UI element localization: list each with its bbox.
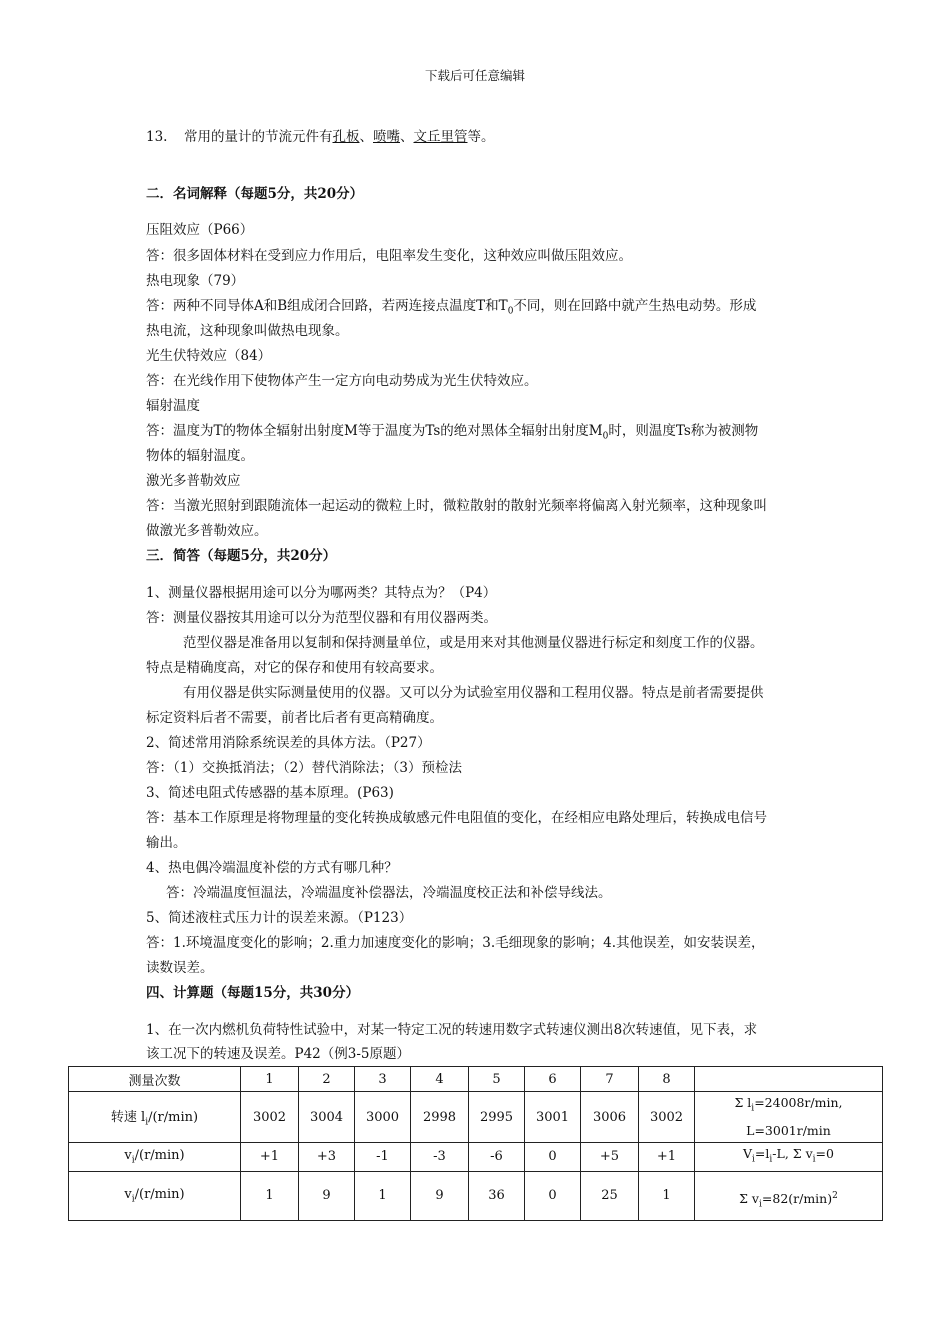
subscript: i [752, 1154, 755, 1165]
table-cell: 9 [411, 1171, 469, 1220]
answer-nozzle: 喷嘴 [373, 129, 400, 145]
table-cell: 6 [525, 1067, 581, 1092]
table-row [69, 1067, 883, 1092]
label-text: v [124, 1186, 132, 1202]
term-title: 辐射温度 [146, 398, 200, 414]
table-cell: +1 [639, 1143, 695, 1172]
answer-venturi: 文丘里管 [413, 129, 468, 145]
text-line: 答：1.环境温度变化的影响；2.重力加速度变化的影响；3.毛细现象的影响；4.其他误差，如安装误差， [146, 935, 765, 951]
term-answer: 答：在光线作用下使物体产生一定方向电动势成为光生伏特效应。 [146, 373, 538, 389]
subscript: i [131, 1155, 135, 1166]
sum-text: =l [754, 1146, 770, 1161]
term-answer: 做激光多普勒效应。 [146, 523, 268, 539]
text-line: 1、在一次内燃机负荷特性试验中，对某一特定工况的转速用数字式转速仪测出8次转速值，见下表，求 [146, 1022, 758, 1038]
term-title: 激光多普勒效应 [146, 473, 241, 489]
answer-orifice: 孔板 [332, 129, 360, 145]
text-line: 1、测量仪器根据用途可以分为哪两类？其特点为？（P4） [146, 585, 497, 601]
summary-cell [695, 1143, 883, 1172]
text-line: 2、简述常用消除系统误差的具体方法。（P27） [146, 735, 431, 751]
section-title-short-answer: 三．简答（每题5分，共20分） [146, 548, 337, 564]
text-line: 读数误差。 [146, 960, 214, 976]
subscript: i [131, 1194, 135, 1205]
table-cell: 0 [525, 1143, 581, 1172]
table-cell [695, 1067, 883, 1092]
table-cell: 7 [581, 1067, 639, 1092]
question-13 [146, 127, 495, 147]
subscript: i [812, 1154, 816, 1165]
sum-text: -L, Σ v [772, 1146, 813, 1161]
summary-cell [695, 1171, 883, 1220]
table-cell: 1 [639, 1171, 695, 1220]
row-header: 测量次数 [69, 1067, 241, 1092]
text-line: 答：测量仪器按其用途可以分为范型仪器和有用仪器两类。 [146, 610, 497, 626]
text-line: 有用仪器是供实际测量使用的仪器。又可以分为试验室用仪器和工程用仪器。特点是前者需要提供 [183, 685, 764, 701]
subscript: i [751, 1103, 755, 1114]
subscript: 0 [602, 431, 609, 442]
subscript: 0 [507, 306, 514, 317]
sum-text: =0 [815, 1146, 834, 1161]
question-suffix: 等。 [467, 129, 495, 145]
row-header [69, 1092, 241, 1143]
text-line: 答：（1）交换抵消法；（2）替代消除法；（3）预检法 [146, 760, 463, 776]
term-answer: 物体的辐射温度。 [146, 448, 254, 464]
table-cell: -3 [411, 1143, 469, 1172]
text-line: 该工况下的转速及误差。P42（例3-5原题） [146, 1046, 411, 1062]
text-line: 3、简述电阻式传感器的基本原理。(P63) [146, 785, 394, 801]
subscript: i [145, 1117, 149, 1128]
sum-line [695, 1092, 882, 1120]
separator: 、 [400, 129, 414, 145]
table-cell: 3006 [581, 1092, 639, 1143]
answer-text: 不同，则在回路中就产生热电动势。形成 [513, 298, 757, 314]
question-number: 13. [146, 129, 168, 145]
row-header [69, 1143, 241, 1172]
sum-text: V [743, 1146, 753, 1161]
text-line: 范型仪器是准备用以复制和保持测量单位，或是用来对其他测量仪器进行标定和刻度工作的仪器。 [183, 635, 764, 651]
sum-text: =24008r/min, [754, 1095, 843, 1111]
table-row [69, 1092, 883, 1143]
table-cell: 3 [355, 1067, 411, 1092]
table-cell: 5 [469, 1067, 525, 1092]
table-cell: 3002 [241, 1092, 299, 1143]
subscript: i [759, 1199, 762, 1210]
table-cell: 36 [469, 1171, 525, 1220]
text-line: 特点是精确度高，对它的保存和使用有较高要求。 [146, 660, 443, 676]
table-cell: 2 [299, 1067, 355, 1092]
label-text: /(r/min) [134, 1147, 185, 1163]
term-answer: 热电流，这种现象叫做热电现象。 [146, 323, 349, 339]
table-cell: 4 [411, 1067, 469, 1092]
text-line: 答：基本工作原理是将物理量的变化转换成敏感元件电阻值的变化，在经相应电路处理后，转换成电信号 [146, 810, 767, 826]
table-cell: 9 [299, 1171, 355, 1220]
answer-text: 答：两种不同导体A和B组成闭合回路，若两连接点温度T和T [146, 298, 508, 314]
section-title-definitions: 二．名词解释（每题5分，共20分） [146, 186, 364, 202]
table-cell: 1 [241, 1067, 299, 1092]
answer-text: 时，则温度Ts称为被测物 [608, 423, 759, 439]
table-cell: +3 [299, 1143, 355, 1172]
separator: 、 [359, 129, 373, 145]
table-row [69, 1143, 883, 1172]
text-line: 4、热电偶冷端温度补偿的方式有哪几种？ [146, 860, 398, 876]
text-line: 答：冷端温度恒温法，冷端温度补偿器法，冷端温度校正法和补偿导线法。 [166, 885, 612, 901]
table-cell: 1 [355, 1171, 411, 1220]
question-text: 常用的量计的节流元件有 [184, 129, 333, 145]
label-text: /(r/min) [148, 1110, 199, 1126]
table-row [69, 1171, 883, 1220]
table-cell: +5 [581, 1143, 639, 1172]
term-answer: 答：很多固体材料在受到应力作用后，电阻率发生变化，这种效应叫做压阻效应。 [146, 248, 632, 264]
table-cell: 3002 [639, 1092, 695, 1143]
text-line: 5、简述液柱式压力计的误差来源。（P123） [146, 910, 413, 926]
table-cell: 0 [525, 1171, 581, 1220]
term-answer [146, 296, 756, 322]
table-cell: 3001 [525, 1092, 581, 1143]
table-cell: 3000 [355, 1092, 411, 1143]
mean-line: L=3001r/min [746, 1122, 831, 1138]
subscript: i [769, 1154, 773, 1165]
summary-cell [695, 1092, 883, 1143]
table-cell: -6 [469, 1143, 525, 1172]
table-cell: 2998 [411, 1092, 469, 1143]
table-cell: 1 [241, 1171, 299, 1220]
page-header: 下载后可任意编辑 [424, 68, 525, 83]
text-line: 输出。 [146, 835, 187, 851]
sum-text: =82(r/min) [761, 1191, 833, 1206]
table-cell: -1 [355, 1143, 411, 1172]
label-text: 转速 l [110, 1110, 146, 1126]
term-answer [146, 421, 758, 447]
term-title: 压阻效应（P66） [146, 222, 254, 238]
term-title: 光生伏特效应（84） [146, 348, 272, 364]
measurement-table [68, 1066, 883, 1221]
label-text: /(r/min) [134, 1186, 185, 1202]
row-header [69, 1171, 241, 1220]
sum-text: Σ v [739, 1191, 759, 1206]
section-title-calculation: 四、计算题（每题15分，共30分） [146, 985, 360, 1001]
table-cell: 3004 [299, 1092, 355, 1143]
term-answer: 答：当激光照射到跟随流体一起运动的微粒上时，微粒散射的散射光频率将偏离入射光频率，这种现象叫 [146, 498, 767, 514]
term-title: 热电现象（79） [146, 273, 245, 289]
label-text: v [124, 1147, 132, 1163]
table-cell: 25 [581, 1171, 639, 1220]
sum-text: Σ l [734, 1095, 752, 1111]
table-cell: 2995 [469, 1092, 525, 1143]
text-line: 标定资料后者不需要，前者比后者有更高精确度。 [146, 710, 443, 726]
table-cell: +1 [241, 1143, 299, 1172]
answer-text: 答：温度为T的物体全辐射出射度M等于温度为Ts的绝对黑体全辐射出射度M [146, 423, 603, 439]
superscript: 2 [832, 1190, 838, 1201]
table-cell: 8 [639, 1067, 695, 1092]
